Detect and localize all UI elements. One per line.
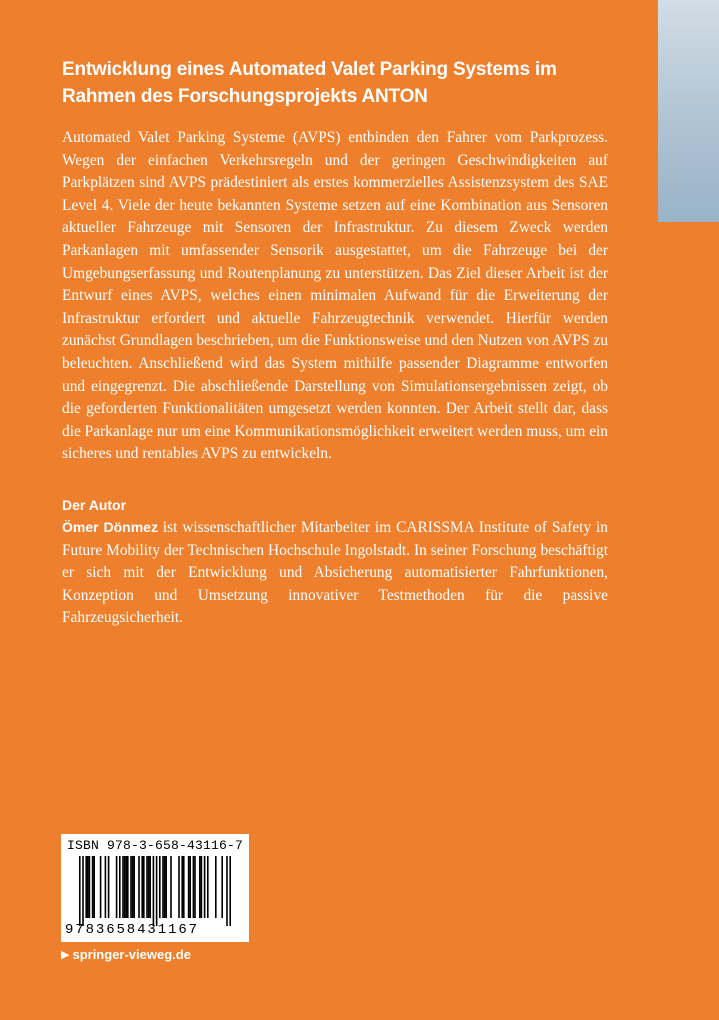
- isbn-label: ISBN 978-3-658-43116-7: [67, 838, 244, 853]
- barcode-bar: [162, 856, 164, 918]
- barcode-bar: [204, 856, 206, 918]
- barcode-bar: [79, 856, 81, 926]
- barcode-bar: [85, 856, 87, 918]
- barcode-bar: [207, 856, 209, 918]
- barcode-bar: [122, 856, 124, 918]
- barcode-bar: [100, 856, 102, 918]
- barcode-bar: [87, 856, 89, 918]
- barcode-bar: [170, 856, 172, 918]
- barcode-bar: [127, 856, 129, 918]
- barcode-bar: [146, 856, 148, 918]
- barcode-bar: [125, 856, 127, 918]
- book-description: Automated Valet Parking Systeme (AVPS) entbinden den Fahrer vom Parkprozess. Wegen der einfachen Verkehrsregeln und der geringen Geschwindigkeiten auf Parkplätzen sind AVPS prädestiniert als erstes kommerzielles Assistenzsystem des SAE Level 4. Viele der heute bekannten Systeme setzen auf eine Kombination aus Sensoren aktueller Fahrzeuge mit Sensoren der Infrastruktur. Zu diesem Zweck werden Parkanlagen mit umfassender Sensorik ausgestattet, um die Fahrzeuge bei der Umgebungserfassung und Routenplanung zu unterstützen. Das Ziel dieser Arbeit ist der Entwurf eines AVPS, welches einen minimalen Aufwand für die Erweiterung der Infrastruktur erfordert und aktuelle Fahrzeugtechnik verwendet. Hierfür werden zunächst Grundlagen beschrieben, um die Funktionsweise und den Nutzen von AVPS zu beleuchten. Anschließend wird das System mithilfe passender Diagramme entworfen und eingegrenzt. Die abschließende Darstellung von Simulationsergebnissen zeigt, ob die geforderten Funktionalitäten umgesetzt werden konnten. Der Arbeit stellt dar, dass die Parkanlage nur um eine Kommunikationsmöglichkeit erweitert werden muss, um ein sicheres und rentables AVPS zu entwickeln.: [62, 129, 608, 463]
- barcode-bar: [141, 856, 143, 918]
- author-heading: Der Autor: [62, 497, 127, 513]
- barcode-bar: [199, 856, 201, 918]
- barcode-bar: [181, 856, 183, 918]
- barcode-bar: [105, 856, 107, 918]
- barcode-bar: [148, 856, 150, 918]
- author-name: Ömer Dönmez: [62, 519, 158, 535]
- barcode-bar: [201, 856, 203, 918]
- barcode-bar: [153, 856, 155, 926]
- barcode-bar: [132, 856, 134, 918]
- isbn-barcode: [61, 834, 249, 942]
- barcode-bar: [189, 856, 191, 918]
- barcode-bar: [130, 856, 132, 918]
- barcode-bar: [193, 856, 195, 918]
- barcode-bar: [165, 856, 167, 918]
- barcode-bar: [159, 856, 161, 918]
- author-bio-text: ist wissenschaftlicher Mitarbeiter im CARISSMA Institute of Safety in Future Mobility der Technischen Hochschule Ingolstadt. In seiner Forschung beschäftigt er sich mit der Entwicklung und Absicherung automatisierter Fahrfunktionen, Konzeption und Umsetzung innovativer Testmethoden für die passive Fahrzeugsicherheit.: [62, 519, 608, 627]
- barcode-bar: [156, 856, 158, 926]
- barcode-bar: [108, 856, 110, 918]
- barcode-bar: [93, 856, 95, 918]
- barcode-bar: [82, 856, 84, 926]
- barcode-bar: [188, 856, 190, 918]
- barcode-bar: [229, 856, 231, 926]
- barcode-bar: [183, 856, 185, 918]
- barcode-bar: [133, 856, 135, 918]
- author-bio: [62, 516, 608, 630]
- barcode-bar: [194, 856, 196, 918]
- barcode-bar: [116, 856, 118, 918]
- title-line-1: Entwicklung eines Automated Valet Parking Systems im: [62, 59, 557, 80]
- title-line-2: Rahmen des Forschungsprojekts ANTON: [62, 86, 428, 107]
- barcode-bar: [164, 856, 166, 918]
- barcode-bar: [226, 856, 228, 926]
- website-text: springer-vieweg.de: [72, 947, 191, 962]
- side-color-tab: [658, 0, 719, 222]
- barcode-bar: [215, 856, 217, 918]
- triangle-right-icon: ▶: [61, 949, 70, 961]
- barcode-bar: [221, 856, 223, 918]
- barcode-bar: [124, 856, 126, 918]
- barcode-bar: [119, 856, 121, 918]
- barcode-bar: [143, 856, 145, 918]
- barcode-bar: [89, 856, 91, 918]
- barcode-bar: [149, 856, 151, 918]
- barcode-bar: [92, 856, 94, 918]
- barcode-bar: [138, 856, 140, 918]
- barcode-bar: [178, 856, 180, 918]
- publisher-website[interactable]: [61, 947, 191, 963]
- barcode-digits: 9783658431167: [65, 922, 199, 938]
- book-title: [62, 56, 622, 110]
